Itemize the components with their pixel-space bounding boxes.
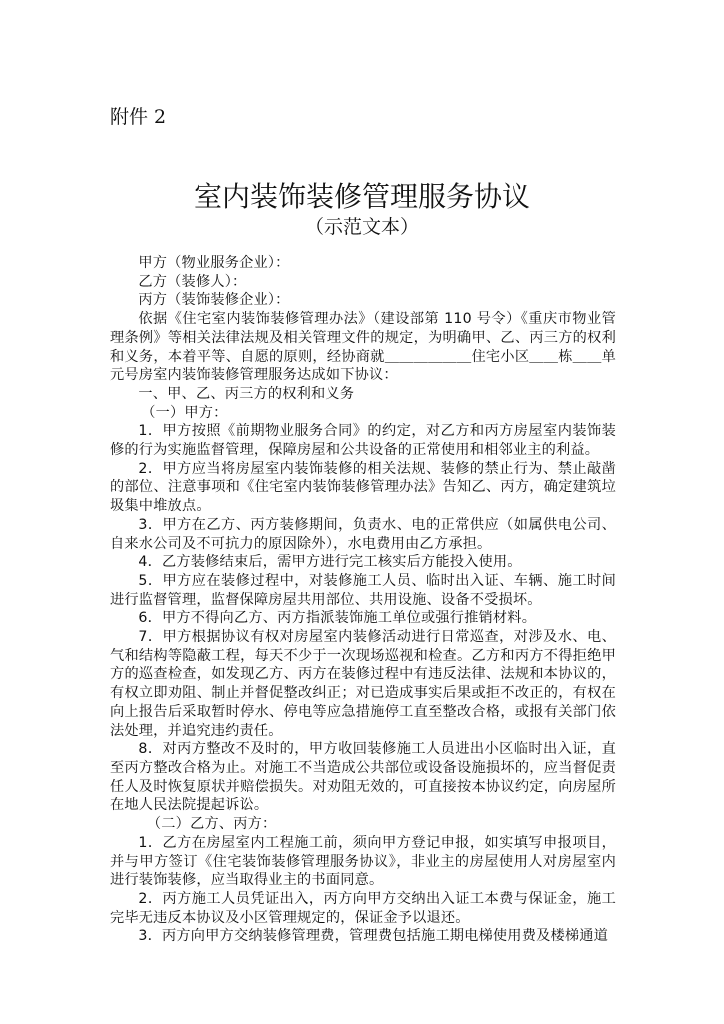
- clause-a-8: 8．对丙方整改不及时的，甲方收回装修施工人员进出小区临时出入证，直至丙方整改合格为止。对施工不当造成公共部位或设备设施损坏的，应当督促责任人及时恢复原状并赔偿损失。对劝阻无效的，可直接按本协议约定，向房屋所在地人民法院提起诉讼。: [110, 741, 616, 814]
- clause-a-6: 6．甲方不得向乙方、丙方指派装饰施工单位或强行推销材料。: [138, 610, 537, 627]
- clause-b-1: 1．乙方在房屋室内工程施工前，须向甲方登记申报，如实填写申报项目，并与甲方签订《住宅装饰装修管理服务协议》，非业主的房屋使用人对房屋室内进行装饰装修，应当取得业主的书面同意。: [110, 834, 616, 889]
- subsection-heading-party-b-c: （二）乙方、丙方：: [146, 816, 277, 833]
- attachment-label: 附件 2: [110, 106, 167, 128]
- document-title: 室内装饰装修管理服务协议: [193, 180, 530, 213]
- party-a-line: 甲方（物业服务企业）：: [138, 255, 290, 271]
- party-b-line: 乙方（装修人）：: [138, 273, 247, 290]
- clause-a-2: 2．甲方应当将房屋室内装饰装修的相关法规、装修的禁止行为、禁止敲凿的部位、注意事项和《住宅室内装饰装修管理办法》告知乙、丙方，确定建筑垃圾集中堆放点。: [110, 460, 616, 515]
- subsection-heading-party-a: （一）甲方：: [141, 404, 228, 421]
- section-heading: 一、甲、乙、丙三方的权利和义务: [138, 385, 355, 402]
- document-subtitle: （示范文本）: [304, 216, 419, 238]
- clause-a-5: 5．甲方应在装修过程中，对装修施工人员、临时出入证、车辆、施工时间进行监督管理，监督保障房屋共用部位、共用设施、设备不受损坏。: [110, 572, 616, 608]
- preamble-paragraph: 依据《住宅室内装饰装修管理办法》（建设部第 110 号令）《重庆市物业管理条例》等相关法律法规及相关管理文件的规定，为明确甲、乙、丙三方的权利和义务，本着平等、自愿的原则，经协商就＿＿＿＿＿＿住宅小区＿＿栋＿＿单元号房室内装饰装修管理服务达成如下协议：: [110, 311, 616, 384]
- clause-a-7: 7．甲方根据协议有权对房屋室内装修活动进行日常巡查，对涉及水、电、气和结构等隐蔽工程，每天不少于一次现场巡视和检查。乙方和丙方不得拒绝甲方的巡查检查，如发现乙方、丙方在装修过程中有违反法律、法规和本协议的，有权立即劝阻、制止并督促整改纠正；对已造成事实后果或拒不改正的，有权在向上报告后采取暂时停水、停电等应急措施停工直至整改合格，或报有关部门依法处理，并追究违约责任。: [110, 629, 616, 739]
- party-c-line: 丙方（装饰装修企业）：: [138, 292, 290, 309]
- document-body: [110, 254, 616, 946]
- clause-b-2: 2．丙方施工人员凭证出入，丙方向甲方交纳出入证工本费与保证金，施工完毕无违反本协议及小区管理规定的，保证金予以退还。: [110, 890, 616, 926]
- clause-a-1: 1．甲方按照《前期物业服务合同》的约定，对乙方和丙方房屋室内装饰装修的行为实施监督管理，保障房屋和公共设备的正常使用和相邻业主的利益。: [110, 423, 616, 459]
- clause-a-3: 3．甲方在乙方、丙方装修期间，负责水、电的正常供应（如属供电公司、自来水公司及不可抗力的原因除外），水电费用由乙方承担。: [110, 516, 616, 552]
- clause-a-4: 4．乙方装修结束后，需甲方进行完工核实后方能投入使用。: [138, 554, 522, 571]
- clause-b-3: 3．丙方向甲方交纳装修管理费，管理费包括施工期电梯使用费及楼梯通道: [138, 928, 609, 945]
